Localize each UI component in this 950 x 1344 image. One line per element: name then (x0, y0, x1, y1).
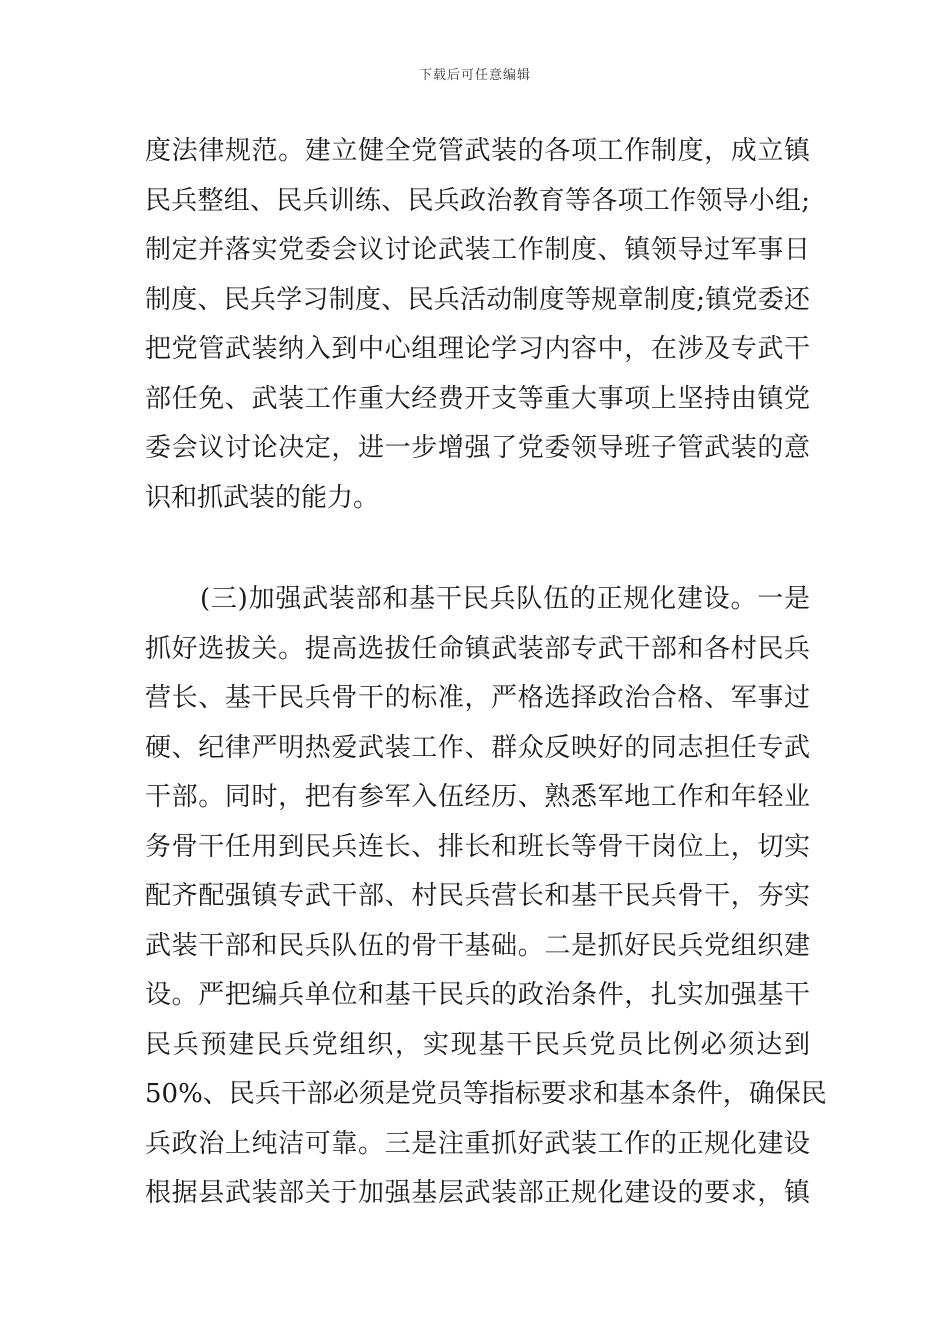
text-line: 识和抓武装的能力。 (145, 482, 380, 513)
text-line: 兵政治上纯洁可靠。三是注重抓好武装工作的正规化建设 (145, 1128, 810, 1159)
text-line: 把党管武装纳入到中心组理论学习内容中，在涉及专武干 (145, 334, 810, 364)
text-line: 制度、民兵学习制度、民兵活动制度等规章制度;镇党委还 (145, 284, 810, 315)
text-line: 委会议讨论决定，进一步增强了党委领导班子管武装的意 (145, 433, 810, 463)
text-line: 干部。同时，把有参军入伍经历、熟悉军地工作和年轻业 (145, 782, 810, 812)
text-line: 制定并落实党委会议讨论武装工作制度、镇领导过军事日 (145, 235, 810, 265)
text-line: (三)加强武装部和基干民兵队伍的正规化建设。一是 (200, 584, 810, 614)
page-header: 下载后可任意编辑 (418, 68, 531, 83)
text-line: 务骨干任用到民兵连长、排长和班长等骨干岗位上，切实 (145, 831, 810, 862)
text-line: 度法律规范。建立健全党管武装的各项工作制度，成立镇 (145, 136, 810, 166)
text-line: 民兵整组、民兵训练、民兵政治教育等各项工作领导小组; (145, 185, 810, 216)
text-line: 部任免、武装工作重大经费开支等重大事项上坚持由镇党 (145, 383, 810, 414)
text-line: 硬、纪律严明热爱武装工作、群众反映好的同志担任专武 (145, 732, 810, 763)
text-line: 设。严把编兵单位和基干民兵的政治条件，扎实加强基干 (145, 980, 810, 1010)
text-line: 营长、基干民兵骨干的标准，严格选择政治合格、军事过 (145, 683, 810, 713)
paragraph-1 (145, 127, 810, 523)
text-line: 武装干部和民兵队伍的骨干基础。二是抓好民兵党组织建 (145, 930, 810, 961)
paragraph-2 (145, 575, 827, 1219)
text-line: 50%、民兵干部必须是党员等指标要求和基本条件，确保民 (145, 1079, 827, 1109)
text-line: 民兵预建民兵党组织，实现基干民兵党员比例必须达到 (145, 1029, 810, 1060)
text-line: 配齐配强镇专武干部、村民兵营长和基干民兵骨干，夯实 (145, 881, 810, 911)
text-line: 抓好选拔关。提高选拔任命镇武装部专武干部和各村民兵 (145, 633, 810, 664)
text-line: 根据县武装部关于加强基层武装部正规化建设的要求，镇 (145, 1178, 810, 1208)
